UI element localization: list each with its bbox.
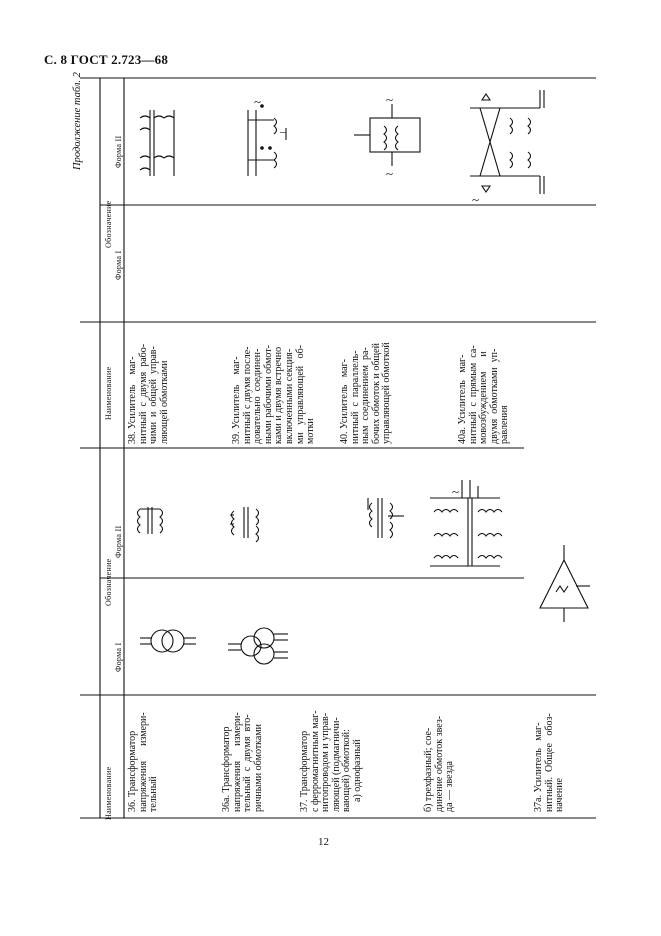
- amplifier-symbol-38: [140, 110, 174, 176]
- col-header-designation-right: Обозначение: [104, 200, 113, 248]
- amplifier-symbol-37a: [540, 545, 590, 622]
- transformer-3phase-37b: [430, 480, 502, 566]
- col-header-name-right: Наименование: [104, 366, 113, 420]
- tilde-40-top: ~: [386, 92, 394, 107]
- row-36-label: 36. Трансформатор напряжения измери- тельный: [127, 712, 160, 812]
- transformer-ferro-37a: [368, 498, 404, 538]
- tilde-40-bottom: ~: [386, 166, 394, 181]
- amplifier-symbol-39: [248, 104, 286, 176]
- row-36a-label: 36а. Трансформатор напряжения измери- тельный с двумя вто- ричными обмотками: [221, 712, 264, 812]
- transformer-symbol-36a: [228, 628, 288, 664]
- minus-39: –: [280, 124, 286, 138]
- row-40a-label: 40а. Усилитель маг- нитный с прямым са- мовозбуждением и двумя обмотками уп- равления: [457, 345, 511, 444]
- col-header-designation-left: Обозначение: [104, 558, 113, 606]
- row-38-label: 38. Усилитель маг- нитный с двумя рабо- чими и общей управ- ляющей обмотками: [127, 343, 170, 444]
- page-number: 12: [318, 836, 329, 848]
- page-header: С. 8 ГОСТ 2.723—68: [44, 52, 169, 67]
- tilde-39: ~: [254, 94, 262, 109]
- row-37-label: 37. Трансформатор с ферромагнитным маг- нитопроводом и управ- ляющей (подмагничи- вающей) обмоткой: а) однофазный: [299, 710, 363, 812]
- col-header-form1-right: Форма I: [114, 250, 123, 280]
- row-37b-label: б) трехфазный; сое- динение обмоток звез- да — звезда: [423, 715, 456, 812]
- tilde-40a: ~: [472, 192, 480, 207]
- row-40-label: 40. Усилитель маг- нитный с параллель- ным соединением ра- бочих обмоток и общей управляющей обмоткой: [339, 342, 393, 444]
- col-header-form2-right: Форма II: [114, 135, 123, 168]
- amplifier-symbol-40: [354, 104, 420, 166]
- col-header-name-left: Наименование: [104, 766, 113, 820]
- continuation-label: Продолжение табл. 2: [72, 72, 83, 170]
- col-header-form2-left: Форма II: [114, 525, 123, 558]
- transformer-symbol-36: [140, 630, 196, 652]
- amplifier-symbol-40a: [470, 90, 544, 194]
- transformer-coils-36a: [230, 507, 259, 542]
- row-39-label: 39. Усилитель маг- нитный с двумя после- довательно соединен- ными рабочими обмот- ками и двумя встречно включенными секция- ми управляющей об- мотки: [231, 344, 317, 444]
- tilde-37b: ~: [452, 484, 460, 499]
- row-37a-label: 37а. Усилитель маг- нитный. Общее обоз- начение: [533, 713, 566, 812]
- transformer-coils-36: [138, 507, 163, 534]
- col-header-form1-left: Форма I: [114, 642, 123, 672]
